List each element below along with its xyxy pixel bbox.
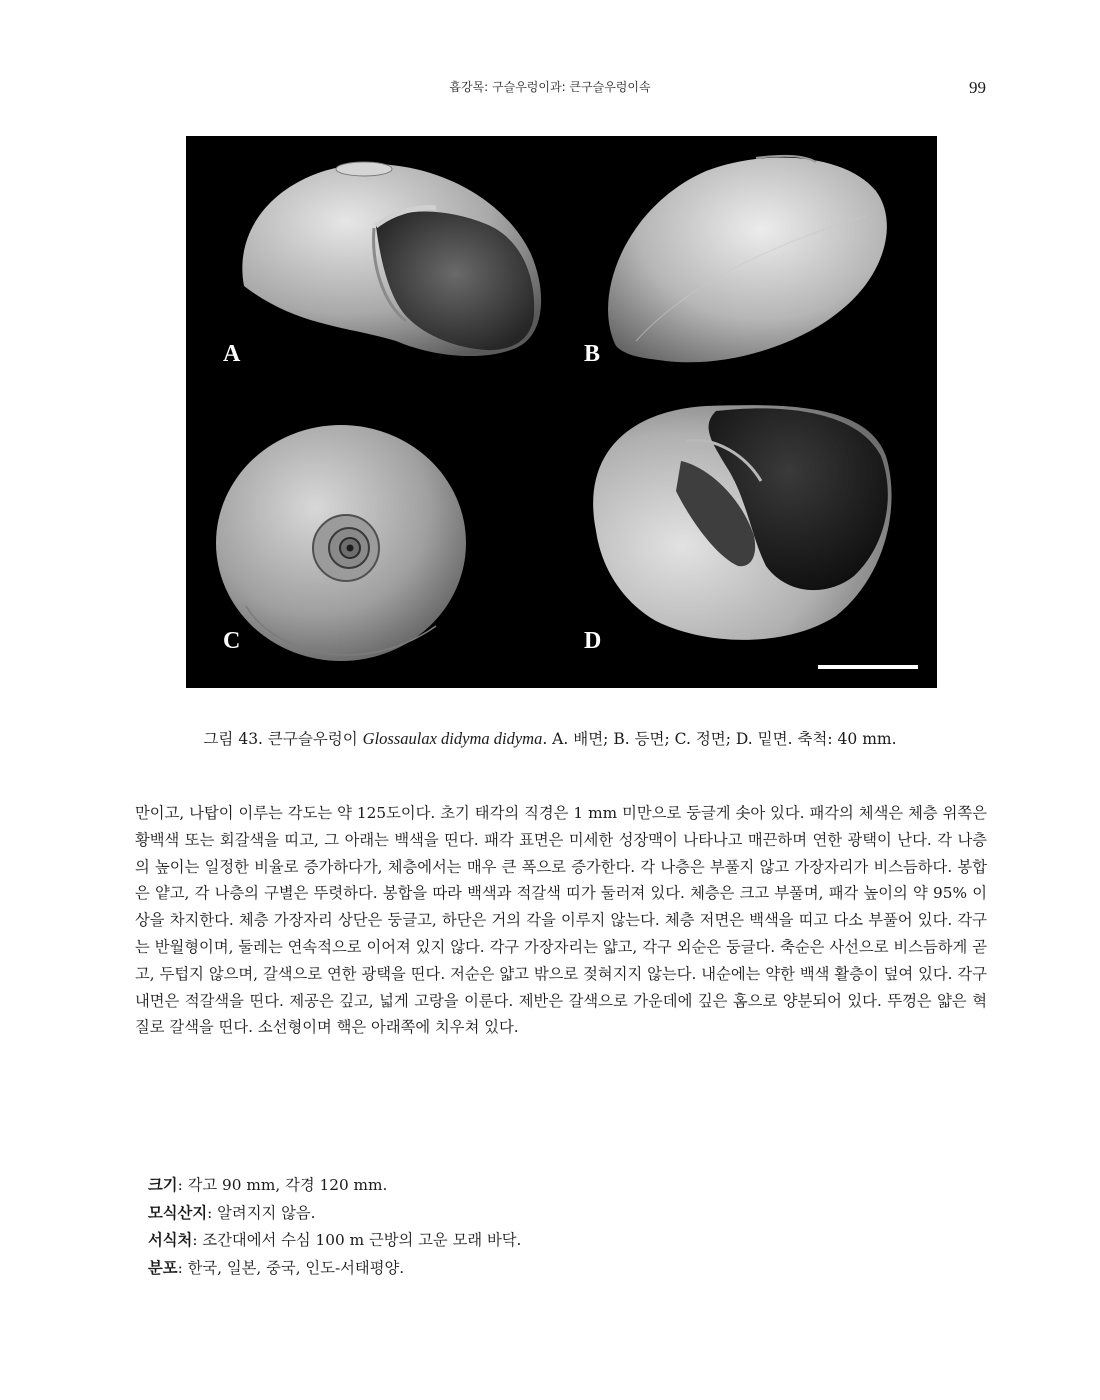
panel-label-a: A [223,341,241,367]
fact-size-key: 크기 [148,1176,178,1194]
fact-distribution: 분포: 한국, 일본, 중국, 인도-서태평양. [148,1258,405,1277]
fact-habitat-key: 서식처 [148,1231,193,1249]
caption-prefix: 그림 43. 큰구슬우렁이 [203,730,363,748]
caption-species: Glossaulax didyma didyma [362,729,543,748]
fact-size-value: 각고 90 mm, 각경 120 mm. [187,1176,388,1194]
running-head: 흡강목: 구슬우렁이과: 큰구슬우렁이속 [449,80,651,94]
panel-label-b: B [584,341,601,367]
shell-a-image [242,162,541,356]
caption-suffix: . A. 배면; B. 등면; C. 정면; D. 밑면. 축척: 40 mm. [542,730,897,748]
scale-bar [818,665,918,669]
fact-type-locality-key: 모식산지 [148,1203,208,1222]
shell-b-image [608,156,887,362]
panel-label-c: C [223,628,241,654]
fact-type-locality-value: 알려지지 않음. [217,1203,316,1222]
fact-distribution-key: 분포 [148,1258,178,1277]
figure-caption [120,727,980,749]
panel-label-d: D [584,628,602,654]
figure-plate [186,136,937,688]
fact-habitat-value: 조간대에서 수심 100 m 근방의 고운 모래 바닥. [202,1231,522,1249]
facts-list [148,1172,968,1282]
fact-type-locality: 모식산지: 알려지지 않음. [148,1203,316,1222]
fact-habitat: 서식처: 조간대에서 수심 100 m 근방의 고운 모래 바닥. [148,1231,522,1249]
shell-d-image [593,405,891,640]
figure-svg [186,136,937,688]
fact-size: 크기: 각고 90 mm, 각경 120 mm. [148,1176,388,1194]
shell-c-image [216,425,466,661]
page-number: 99 [969,78,986,97]
fact-distribution-value: 한국, 일본, 중국, 인도-서태평양. [187,1258,405,1277]
description-paragraph: 만이고, 나탑이 이루는 각도는 약 125도이다. 초기 태각의 직경은 1 mm 미만으로 둥글게 솟아 있다. 패각의 체색은 체층 위쪽은 황백색 또는 회갈색을 띠고, 그 아래는 백색을 띤다. 패각 표면은 미세한 성장맥이 나타나고 매끈하며 연한 광택이 난다. 각 나층의 높이는 일정한 비율로 증가하다가, 체층에서는 매우 큰 폭으로 증가한다. 각 나층은 부풀지 않고 가장자리가 비스듬하다. 봉합은 얕고, 각 나층의 구별은 뚜렷하다. 봉합을 따라 백색과 적갈색 띠가 둘러져 있다. 체층은 크고 부풀며, 패각 높이의 약 95% 이상을 차지한다. 체층 가장자리 상단은 둥글고, 하단은 거의 각을 이루지 않는다. 체층 저면은 백색을 띠고 다소 부풀어 있다. 각구는 반월형이며, 둘레는 연속적으로 이어져 있지 않다. 각구 가장자리는 얇고, 각구 외순은 둥글다. 축순은 사선으로 비스듬하게 곧고, 두텁지 않으며, 갈색으로 연한 광택을 띤다. 저순은 얇고 밖으로 젖혀지지 않는다. 내순에는 약한 백색 활층이 덮여 있다. 각구 내면은 적갈색을 띤다. 제공은 깊고, 넓게 고랑을 이룬다. 제반은 갈색으로 가운데에 깊은 홈으로 양분되어 있다. 뚜껑은 얇은 혁질로 갈색을 띤다. 소선형이며 핵은 아래쪽에 치우쳐 있다. [135,804,988,1037]
